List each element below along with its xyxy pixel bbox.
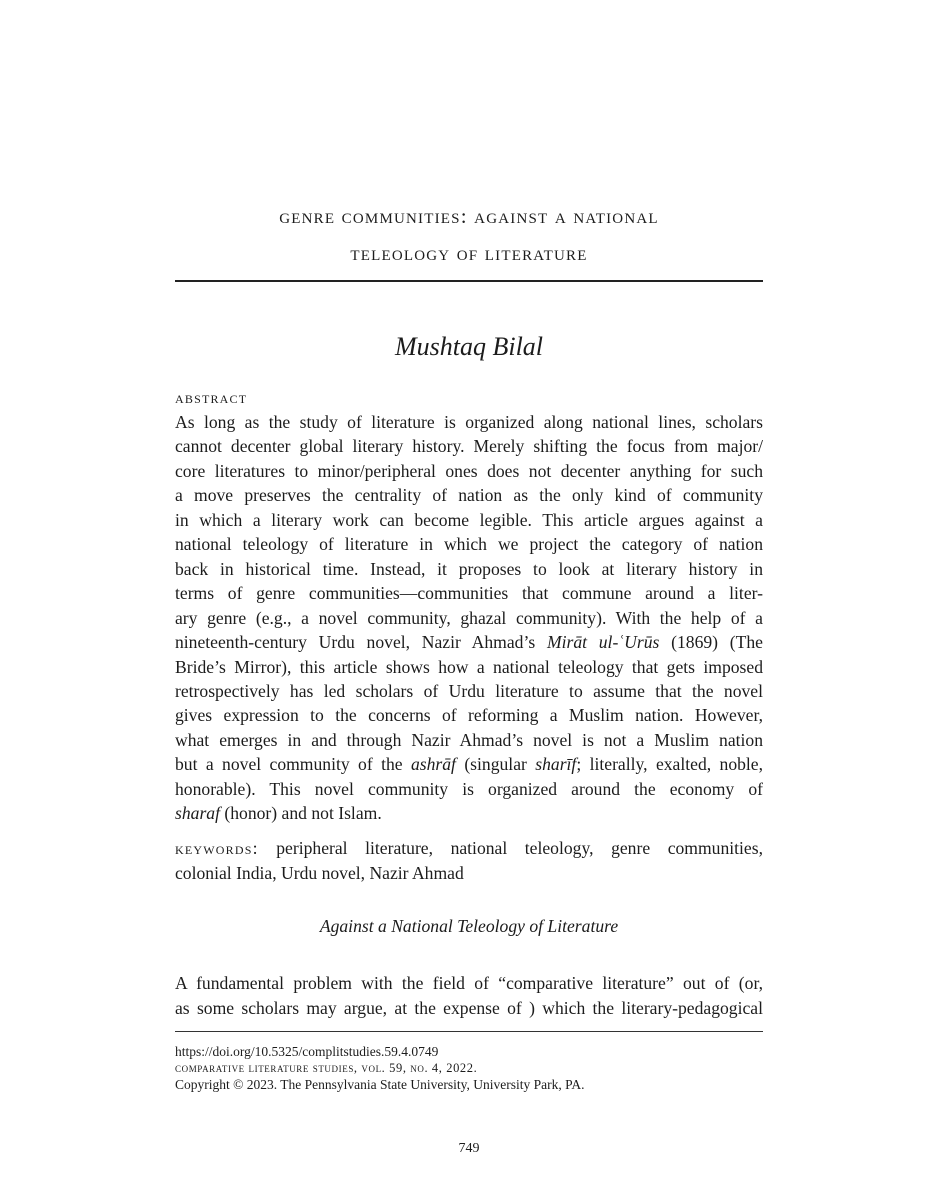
abstract-text-segment: Bride’s Mirror), this article shows how a national teleology that gets imposed <box>175 656 763 677</box>
abstract-line <box>175 802 763 824</box>
abstract-line <box>175 533 763 555</box>
abstract-line <box>175 680 763 702</box>
abstract-text-segment: ; literally, exalted, noble, <box>576 754 764 775</box>
abstract-line <box>175 729 763 751</box>
abstract-label: abstract <box>175 388 248 407</box>
abstract-line <box>175 656 763 678</box>
abstract-text-segment: (honor) and not Islam. <box>219 803 382 824</box>
doi-link[interactable]: https://doi.org/10.5325/complitstudies.59.4.0749 <box>175 1044 439 1059</box>
article-title-line-2: teleology of literature <box>350 241 588 265</box>
copyright-notice: Copyright © 2023. The Pennsylvania State University, University Park, PA. <box>175 1077 585 1092</box>
abstract-text-segment: nineteenth-century Urdu novel, Nazir Ahmad’s <box>175 632 547 653</box>
abstract-text-segment: honorable). This novel community is organized around the economy of <box>175 778 763 799</box>
abstract-line <box>175 435 763 457</box>
abstract-text-segment: (singular <box>455 754 536 775</box>
abstract-text-segment: but a novel community of the <box>175 754 411 775</box>
italic-term: ashrāf <box>410 754 456 775</box>
keywords-label: keywords: <box>175 838 259 858</box>
keywords-line-1 <box>175 837 763 859</box>
abstract-text-segment: in which a literary work can become legible. This article argues against a <box>175 509 763 530</box>
abstract-line <box>175 460 763 482</box>
abstract-line <box>175 607 763 629</box>
italic-term: sharaf <box>175 803 220 824</box>
abstract-text-segment: core literatures to minor/peripheral ones does not decenter anything for such <box>175 460 763 481</box>
page-number: 749 <box>458 1141 480 1156</box>
journal-citation: comparative literature studies, vol. 59, no. 4, 2022. <box>175 1061 478 1075</box>
keywords-text-1: peripheral literature, national teleology, genre communities, <box>258 838 763 858</box>
abstract-text-segment: As long as the study of literature is organized along national lines, scholars <box>175 412 763 432</box>
abstract-line <box>175 753 763 775</box>
keywords-line-2: colonial India, Urdu novel, Nazir Ahmad <box>175 863 464 883</box>
abstract-text-segment: gives expression to the concerns of reforming a Muslim nation. However, <box>175 705 763 726</box>
title-rule <box>175 280 763 282</box>
body-line-2: as some scholars may argue, at the expense of ) which the literary-pedagogical <box>175 998 763 1018</box>
abstract-text-segment: (1869) (The <box>659 632 763 653</box>
italic-term: sharīf <box>535 754 577 775</box>
body-line-1: A fundamental problem with the field of “comparative literature” out of (or, <box>175 973 763 993</box>
abstract-text-segment: national teleology of literature in which we project the category of nation <box>175 534 763 555</box>
abstract-line <box>175 582 763 604</box>
footer-rule <box>175 1031 763 1032</box>
abstract-line <box>175 558 763 580</box>
abstract-text-segment: what emerges in and through Nazir Ahmad’s novel is not a Muslim nation <box>175 729 763 750</box>
abstract-text-segment: cannot decenter global literary history. Merely shifting the focus from major/ <box>175 436 763 457</box>
abstract-line <box>175 631 763 653</box>
section-heading: Against a National Teleology of Literature <box>319 916 619 936</box>
abstract-line <box>175 704 763 726</box>
abstract-text-segment: a move preserves the centrality of nation as the only kind of community <box>175 485 763 506</box>
abstract-line <box>175 509 763 531</box>
author-name: Mushtaq Bilal <box>394 332 544 361</box>
italic-term: Mirāt ul-ʿUrūs <box>546 632 660 653</box>
abstract-line <box>175 484 763 506</box>
abstract-line <box>175 778 763 800</box>
abstract-text-segment: terms of genre communities—communities that commune around a liter- <box>175 583 763 604</box>
abstract-text-segment: ary genre (e.g., a novel community, ghazal community). With the help of a <box>175 607 763 628</box>
abstract-line <box>175 411 763 433</box>
abstract-text-segment: retrospectively has led scholars of Urdu literature to assume that the novel <box>175 680 763 701</box>
abstract-text-segment: back in historical time. Instead, it proposes to look at literary history in <box>175 558 763 579</box>
article-title-line-1: genre communities: against a national <box>279 204 659 228</box>
